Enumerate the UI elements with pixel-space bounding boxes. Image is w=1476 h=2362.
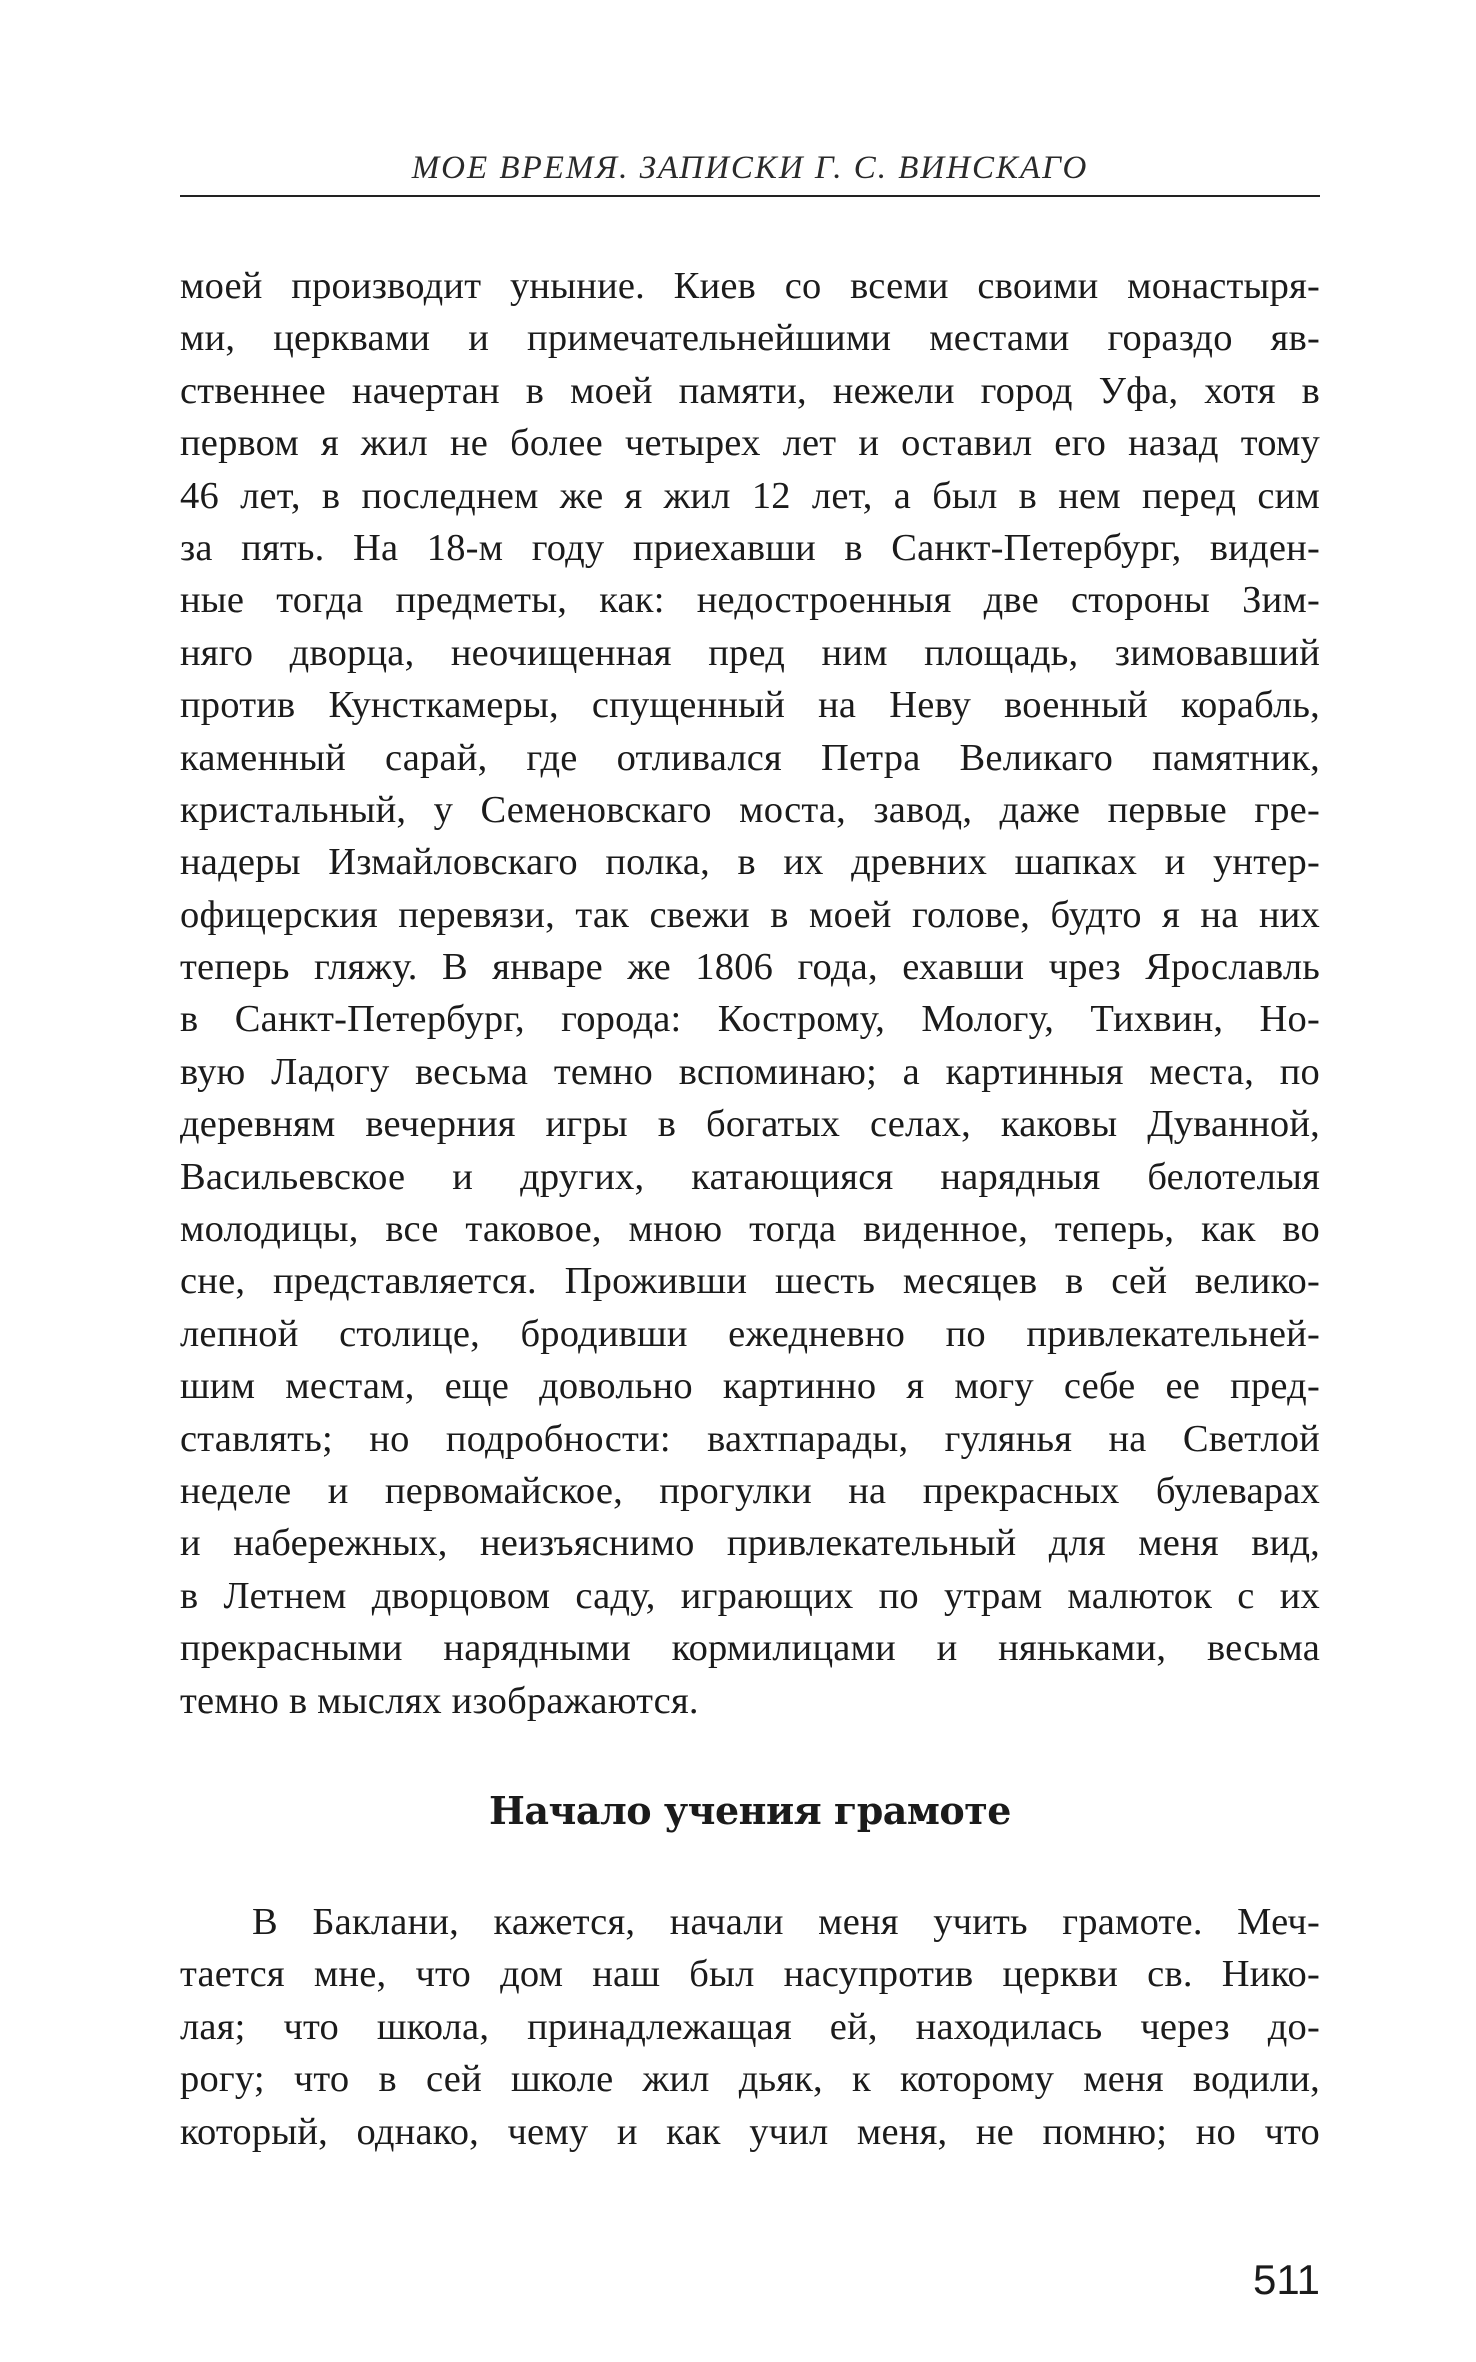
text-line: каменный сарай, где отливался Петра Великаго памятник, [180,736,1320,779]
text-line: моей производит уныние. Киев со всеми своими монастыря- [180,265,1320,307]
text-line: 46 лет, в последнем же я жил 12 лет, а был в нем перед сим [180,474,1320,517]
text-line: теперь гляжу. В январе же 1806 года, ехавши чрез Ярославль [180,946,1320,989]
text-line: который, однако, чему и как учил меня, не помню; но что [180,2110,1320,2153]
header-rule [180,195,1320,197]
text-line: ставлять; но подробности: вахтпарады, гулянья на Светлой [180,1417,1320,1460]
text-line: кристальный, у Семеновскаго моста, завод, даже первые гре- [180,788,1320,831]
text-line: надеры Измайловскаго полка, в их древних шапках и унтер- [180,841,1320,884]
paragraph-1 [180,260,1320,1727]
text-line: прекрасными нарядными кормилицами и няньками, весьма [180,1627,1320,1670]
text-line: вую Ладогу весьма темно вспоминаю; а картинныя места, по [180,1050,1320,1093]
text-line: против Кунсткамеры, спущенный на Неву военный корабль, [180,684,1320,727]
text-line: рогу; что в сей школе жил дьяк, к которому меня водили, [180,2058,1320,2101]
text-line: офицерския перевязи, так свежи в моей голове, будто я на них [180,893,1320,936]
text-line: в Летнем дворцовом саду, играющих по утрам малюток с их [180,1574,1320,1617]
text-line: и набережных, неизъяснимо привлекательный для меня вид, [180,1522,1320,1565]
text-line: лая; что школа, принадлежащая ей, находилась через до- [180,2005,1320,2048]
text-line: лепной столице, бродивши ежедневно по привлекательней- [180,1312,1320,1355]
paragraph-2 [180,1896,1320,2158]
text-line: неделе и первомайское, прогулки на прекрасных булеварах [180,1469,1320,1512]
text-line: молодицы, все таковое, мною тогда виденное, теперь, как во [180,1208,1320,1251]
running-head: МОЕ ВРЕМЯ. ЗАПИСКИ Г. С. ВИНСКАГО [411,150,1089,186]
text-line: тается мне, что дом наш был насупротив церкви св. Нико- [180,1953,1320,1996]
text-line: ные тогда предметы, как: недостроенныя две стороны Зим- [180,579,1320,622]
text-line: ми, церквами и примечательнейшими местами гораздо яв- [180,317,1320,360]
text-line: деревням вечерния игры в богатых селах, каковы Дуванной, [180,1103,1320,1146]
text-line: В Баклани, кажется, начали меня учить грамоте. Меч- [252,1901,1320,1943]
text-line: няго дворца, неочищенная пред ним площадь, зимовавший [180,631,1320,674]
text-line: за пять. На 18-м году приехавши в Санкт-Петербург, виден- [180,526,1320,569]
text-line: в Санкт-Петербург, города: Кострому, Мологу, Тихвин, Но- [180,998,1320,1041]
section-title: Начало учения грамоте [488,1788,1011,1833]
text-line: первом я жил не более четырех лет и оставил его назад тому [180,422,1320,465]
text-line: ственнее начертан в моей памяти, нежели город Уфа, хотя в [180,369,1320,412]
page-number: 511 [1253,2256,1320,2303]
text-line: сне, представляется. Проживши шесть месяцев в сей велико- [180,1260,1320,1303]
text-line: Васильевское и других, катающияся нарядныя белотелыя [180,1155,1320,1198]
text-line: шим местам, еще довольно картинно я могу себе ее пред- [180,1365,1320,1408]
text-line: темно в мыслях изображаются. [180,1679,699,1722]
